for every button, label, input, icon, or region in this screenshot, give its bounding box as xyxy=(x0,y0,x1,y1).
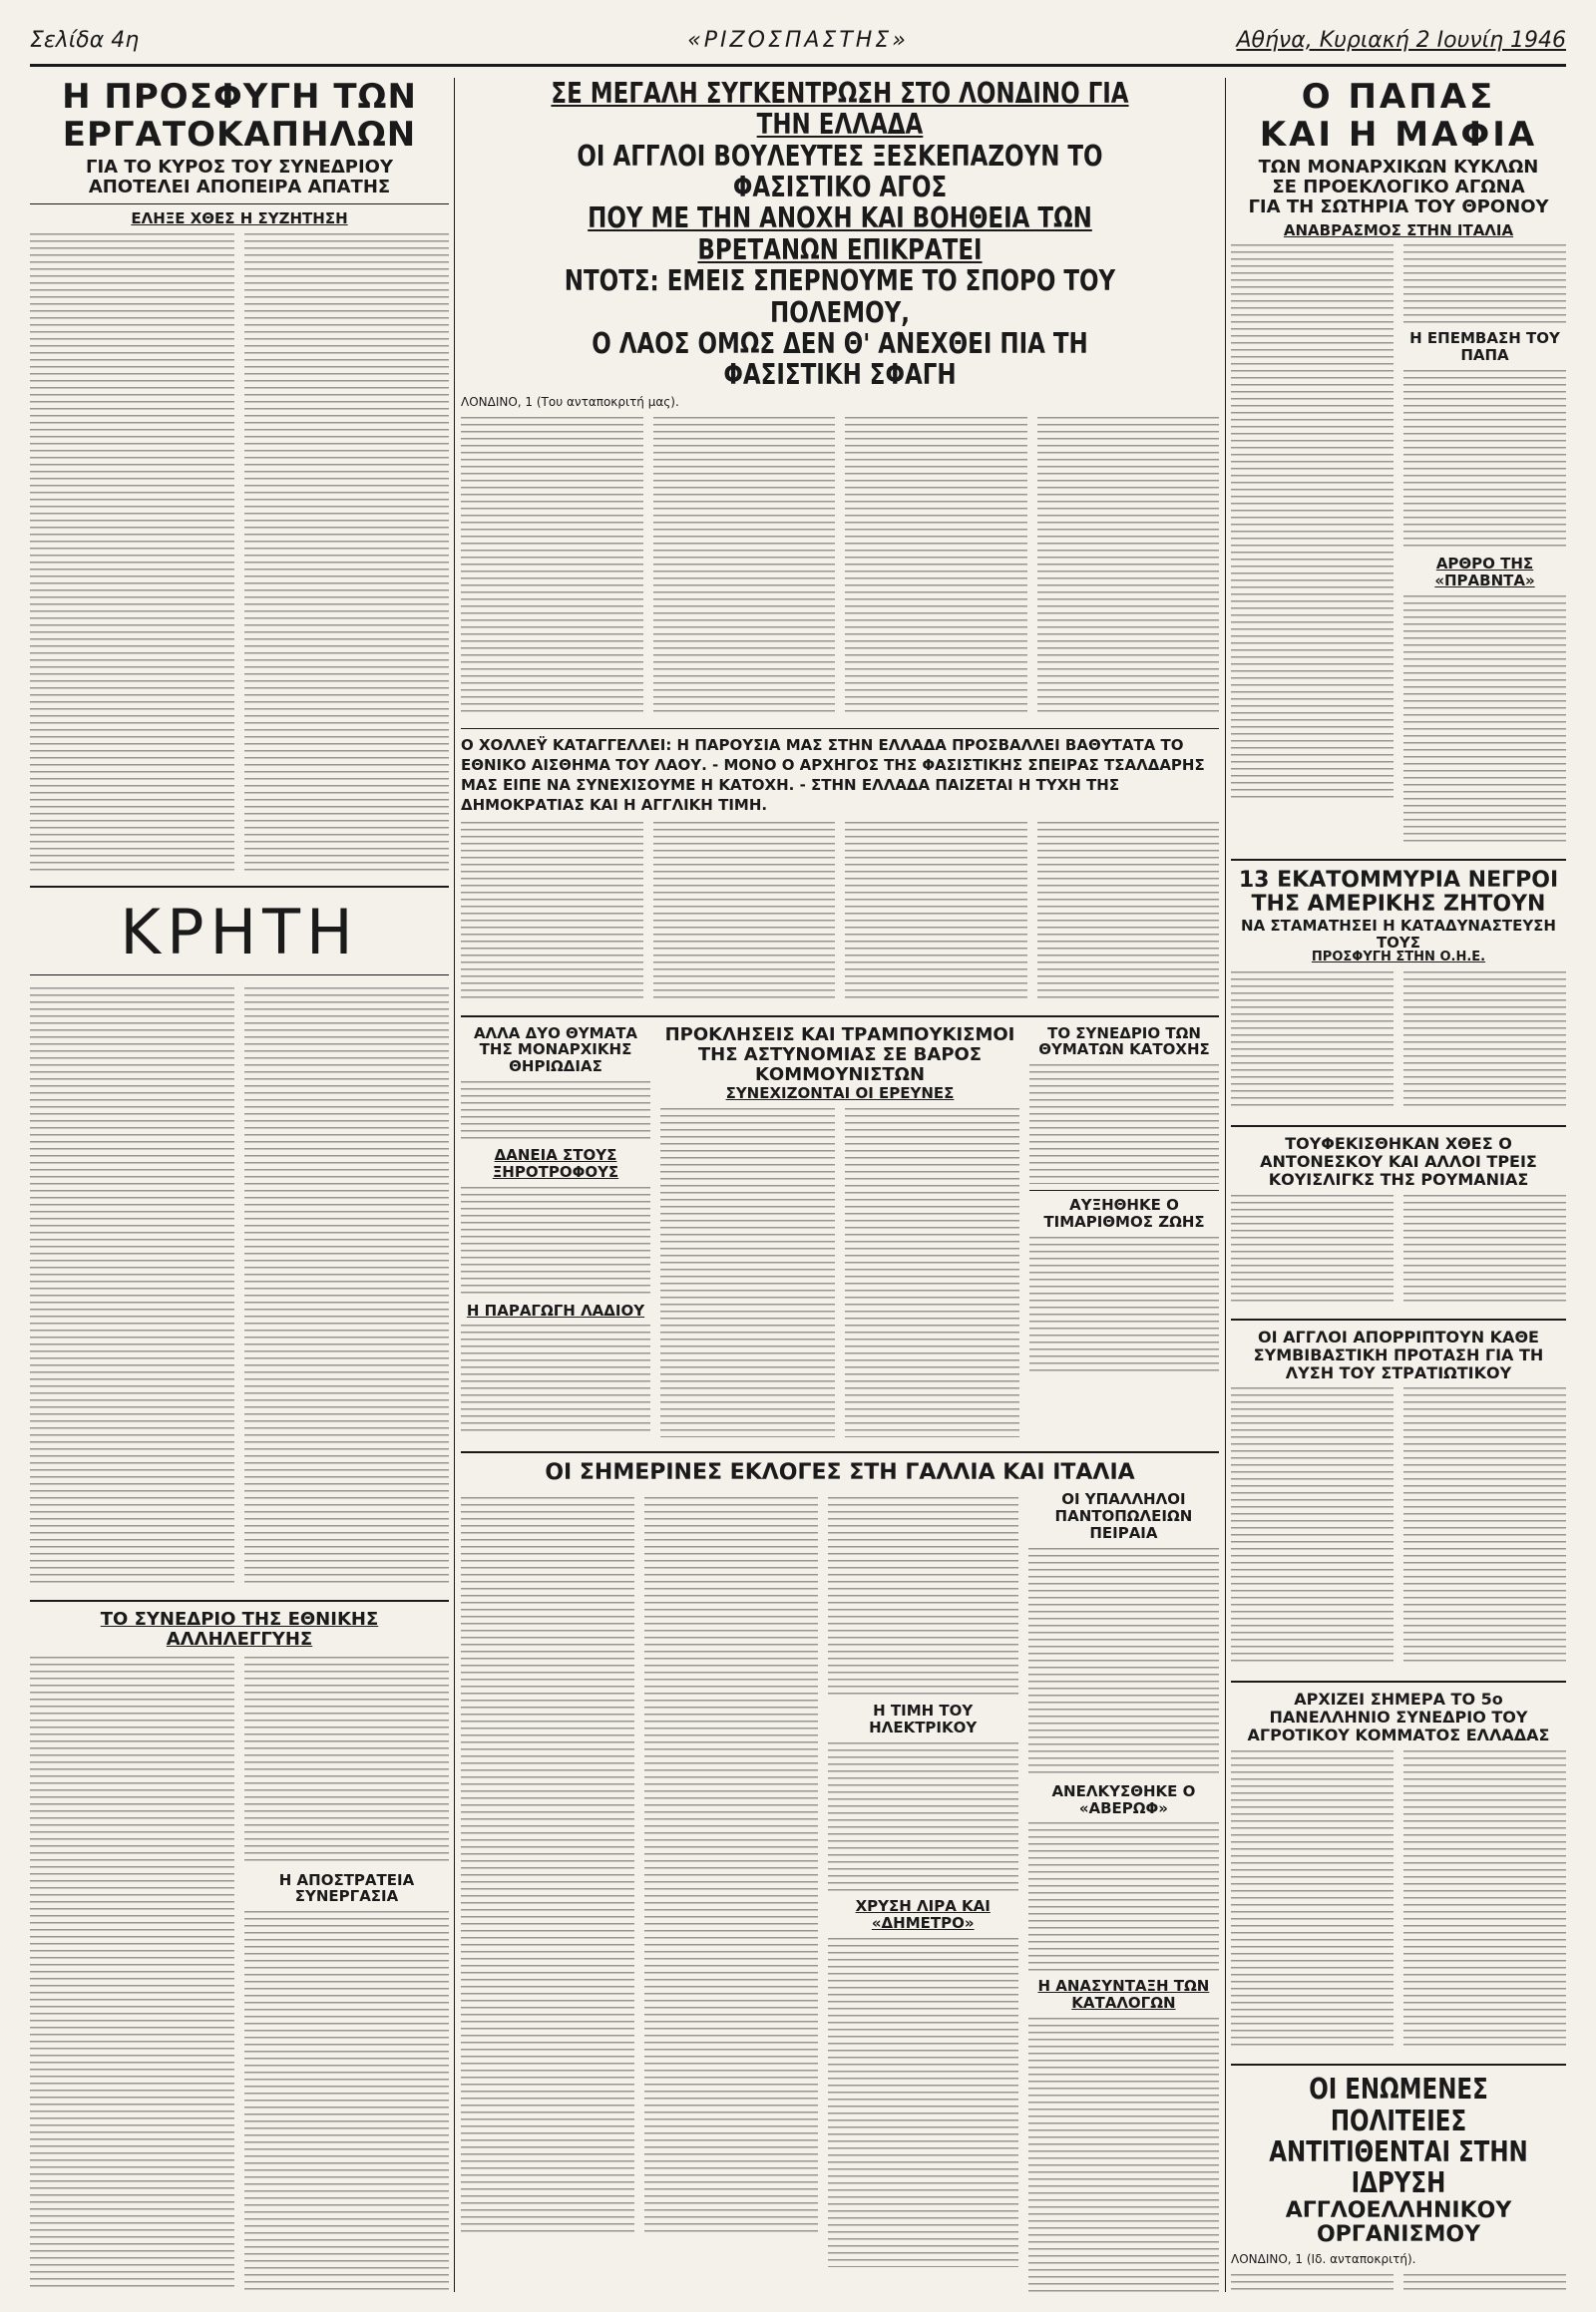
middle-lower-grid xyxy=(461,1025,1219,1443)
article-body-columns xyxy=(1231,1744,1566,2056)
article-body xyxy=(30,987,234,1586)
article-body-columns xyxy=(1231,2268,1566,2292)
divider xyxy=(1231,859,1566,861)
article-united-states xyxy=(1231,2074,1566,2292)
article-body xyxy=(461,1187,650,1297)
article-body xyxy=(1403,2274,1566,2292)
article-body xyxy=(644,1497,818,2235)
article-headline: ΤΗΣ ΑΜΕΡΙΚΗΣ ΖΗΤΟΥΝ xyxy=(1251,892,1546,918)
article-headline: ΟΙ ΣΗΜΕΡΙΝΕΣ ΕΚΛΟΓΕΣ ΣΤΗ ΓΑΛΛΙΑ ΚΑΙ ΙΤΑΛΙΑ xyxy=(545,1459,1135,1485)
article-headline: ΧΡΥΣΗ ΛΙΡΑ ΚΑΙ «ΔΗΜΕΤΡΟ» xyxy=(855,1897,991,1932)
divider xyxy=(1231,1319,1566,1321)
article-body xyxy=(1231,2274,1394,2292)
middle-elections-grid xyxy=(461,1491,1219,2292)
article-body xyxy=(1029,1237,1219,1376)
article-subheadline: Η ΕΠΕΜΒΑΣΗ ΤΟΥ ΠΑΠΑ xyxy=(1409,329,1560,365)
article-headline: ΠΡΟΚΛΗΣΕΙΣ ΚΑΙ ΤΡΑΜΠΟΥΚΙΣΜΟΙ ΤΗΣ ΑΣΤΥΝΟΜΙΑΣ ΣΕ ΒΑΡΟΣ ΚΟΜΜΟΥΝΙΣΤΩΝ xyxy=(664,1023,1015,1085)
article-subheadline: ΕΛΗΞΕ ΧΘΕΣ Η ΣΥΖΗΤΗΣΗ xyxy=(131,209,348,228)
middle-brief-column xyxy=(1028,1491,1219,2292)
article-body xyxy=(461,822,643,1001)
dateline: ΛΟΝΔΙΝΟ, 1 (Ιδ. ανταποκριτή). xyxy=(1231,2251,1416,2266)
article-crete xyxy=(30,896,449,1592)
article-solidarity-congress xyxy=(30,1610,449,2292)
article-body xyxy=(845,1108,1019,1437)
article-subheadline: ΑΡΘΡΟ ΤΗΣ «ΠΡΑΒΝΤΑ» xyxy=(1434,555,1535,589)
article-body xyxy=(828,1742,1018,1892)
article-body xyxy=(828,1497,1018,1697)
article-headline: ΟΙ ΑΓΓΛΟΙ ΑΠΟΡΡΙΠΤΟΥΝ ΚΑΘΕ ΣΥΜΒΙΒΑΣΤΙΚΗ ΠΡΟΤΑΣΗ ΓΙΑ ΤΗ ΛΥΣΗ ΤΟΥ ΣΤΡΑΤΙΩΤΙΚΟΥ xyxy=(1253,1327,1544,1382)
article-headline: Η ΠΑΡΑΓΩΓΗ ΛΑΔΙΟΥ xyxy=(466,1301,645,1320)
article-body xyxy=(461,1325,650,1434)
article-body xyxy=(1028,2018,1219,2292)
article-body-columns xyxy=(1231,238,1566,850)
article-strikebreakers xyxy=(30,78,449,878)
article-body xyxy=(1403,1387,1566,1667)
article-body-columns xyxy=(461,411,1219,722)
article-negroes xyxy=(1231,869,1566,1117)
divider xyxy=(1231,2064,1566,2066)
article-body-columns xyxy=(30,227,449,878)
article-body xyxy=(1037,822,1220,1001)
article-headline: ΟΙ ΥΠΑΛΛΗΛΟΙ ΠΑΝΤΟΠΩΛΕΙΩΝ ΠΕΙΡΑΙΑ xyxy=(1054,1490,1193,1543)
article-subheadline: ΠΡΟΣΦΥΓΗ ΣΤΗΝ Ο.Η.Ε. xyxy=(1311,950,1486,965)
lead-headline: ΟΙ ΑΓΓΛΟΙ ΒΟΥΛΕΥΤΕΣ ΞΕΣΚΕΠΑΖΟΥΝ ΤΟ ΦΑΣΙΣΤΙΚΟ ΑΓΟΣ xyxy=(577,139,1103,204)
divider xyxy=(461,1451,1219,1453)
article-antonescu xyxy=(1231,1135,1566,1311)
article-body xyxy=(461,417,643,716)
article-headline: ΑΓΓΛΟΕΛΛΗΝΙΚΟΥ ΟΡΓΑΝΙΣΜΟΥ xyxy=(1285,2197,1512,2248)
article-body-columns xyxy=(30,1651,449,2292)
divider xyxy=(461,728,1219,729)
article-body xyxy=(30,233,234,872)
article-body xyxy=(653,417,836,716)
article-subheadline: ΣΥΝΕΧΙΖΟΝΤΑΙ ΟΙ ΕΡΕΥΝΕΣ xyxy=(725,1084,955,1103)
article-headline: ΚΑΙ Η ΜΑΦΙΑ xyxy=(1259,115,1538,156)
middle-column xyxy=(461,78,1219,2292)
divider xyxy=(30,203,449,204)
article-subheadline: ΝΑ ΣΤΑΜΑΤΗΣΕΙ Η ΚΑΤΑΔΥΝΑΣΤΕΥΣΗ ΤΟΥΣ xyxy=(1241,916,1556,952)
middle-subcol-2 xyxy=(660,1025,1019,1443)
article-body xyxy=(244,1657,449,1866)
article-headline: ΑΝΤΙΤΙΘΕΝΤΑΙ ΣΤΗΝ ΙΔΡΥΣΗ xyxy=(1269,2134,1528,2200)
article-body-columns xyxy=(30,981,449,1592)
article-subheadline: ΤΩΝ ΜΟΝΑΡΧΙΚΩΝ ΚΥΚΛΩΝ xyxy=(1258,157,1539,179)
article-headline: ΤΟ ΣΥΝΕΔΡΙΟ ΤΗΣ ΕΘΝΙΚΗΣ ΑΛΛΗΛΕΓΓΥΗΣ xyxy=(100,1609,379,1651)
article-military-question xyxy=(1231,1329,1566,1674)
article-body xyxy=(461,1497,634,2235)
article-body xyxy=(653,822,836,1001)
left-column xyxy=(30,78,449,2292)
article-body xyxy=(1403,595,1566,845)
article-pope-mafia xyxy=(1231,78,1566,851)
article-body-columns xyxy=(1231,1189,1566,1311)
column-rule-1 xyxy=(454,78,455,2292)
divider xyxy=(30,886,449,888)
article-subheadline: ΓΙΑ ΤΟ ΚΥΡΟΣ ΤΟΥ ΣΥΝΕΔΡΙΟΥ xyxy=(86,157,393,179)
article-body xyxy=(1403,1195,1566,1305)
middle-subcol-1 xyxy=(461,1025,650,1443)
article-headline: ΑΝΕΛΚΥΣΘΗΚΕ Ο «ΑΒΕΡΩΦ» xyxy=(1051,1781,1196,1817)
middle-brief-column xyxy=(828,1491,1018,2292)
article-body-columns xyxy=(660,1102,1019,1443)
divider xyxy=(1231,1681,1566,1683)
dateline: ΛΟΝΔΙΝΟ, 1 (Του ανταποκριτή μας). xyxy=(461,394,679,409)
divider xyxy=(461,1015,1219,1017)
lead-headline: ΝΤΟΤΣ: ΕΜΕΙΣ ΣΠΕΡΝΟΥΜΕ ΤΟ ΣΠΟΡΟ ΤΟΥ ΠΟΛΕΜΟΥ, xyxy=(564,264,1116,329)
divider xyxy=(1029,1190,1219,1191)
article-headline: Ο ΠΑΠΑΣ xyxy=(1301,78,1496,117)
article-body xyxy=(1403,370,1566,550)
lead-headline: ΠΟΥ ΜΕ ΤΗΝ ΑΝΟΧΗ ΚΑΙ ΒΟΗΘΕΙΑ ΤΩΝ ΒΡΕΤΑΝΩΝ ΕΠΙΚΡΑΤΕΙ xyxy=(588,201,1092,266)
article-headline: 13 ΕΚΑΤΟΜΜΥΡΙΑ ΝΕΓΡΟΙ xyxy=(1238,867,1559,893)
article-subheadline: Ο ΧΟΛΛΕΫ ΚΑΤΑΓΓΕΛΛΕΙ: Η ΠΑΡΟΥΣΙΑ ΜΑΣ ΣΤΗΝ ΕΛΛΑΔΑ ΠΡΟΣΒΑΛΛΕΙ ΒΑΘΥΤΑΤΑ ΤΟ ΕΘΝΙΚΟ ΑΙΣΘΗΜΑ ΤΟΥ ΛΑΟΥ. - ΜΟΝΟ Ο ΑΡΧΗΓΟΣ ΤΗΣ ΦΑΣΙΣΤΙΚΗΣ ΣΠΕΙΡΑΣ ΤΣΑΛΔΑΡΗΣ ΜΑΣ ΕΙΠΕ ΝΑ ΣΥΝΕΧΙΣΟΥΜΕ Η ΚΑΤΟΧΗ. - ΣΤΗΝ ΕΛΛΑΔΑ ΠΑΙΖΕΤΑΙ Η ΤΥΧΗ ΤΗΣ ΔΗΜΟΚΡΑΤΙΑΣ ΚΑΙ Η ΑΓΓΛΙΚΗ ΤΙΜΗ. xyxy=(461,735,1205,815)
article-body xyxy=(1231,971,1394,1111)
page-number: Σελίδα 4η xyxy=(30,28,140,53)
article-body xyxy=(660,1108,835,1437)
article-subheadline: ΑΠΟΤΕΛΕΙ ΑΠΟΠΕΙΡΑ ΑΠΑΤΗΣ xyxy=(88,177,391,198)
article-body xyxy=(30,1657,234,2292)
newspaper-title: «ΡΙΖΟΣΠΑΣΤΗΣ» xyxy=(687,28,909,53)
article-headline: Η ΤΙΜΗ ΤΟΥ ΗΛΕΚΤΡΙΚΟΥ xyxy=(869,1702,978,1737)
article-body xyxy=(1029,1064,1219,1184)
article-body-columns xyxy=(461,816,1219,1007)
lead-headline: Ο ΛΑΟΣ ΟΜΩΣ ΔΕΝ Θ' ΑΝΕΧΘΕΙ ΠΙΑ ΤΗ ΦΑΣΙΣΤΙΚΗ ΣΦΑΓΗ xyxy=(592,326,1088,392)
article-body xyxy=(1231,1195,1394,1305)
article-body xyxy=(1403,1750,1566,2050)
article-elections xyxy=(461,1461,1219,2292)
lead-headline: ΣΕ ΜΕΓΑΛΗ ΣΥΓΚΕΝΤΡΩΣΗ ΣΤΟ ΛΟΝΔΙΝΟ ΓΙΑ ΤΗΝ ΕΛΛΑΔΑ xyxy=(551,78,1129,142)
article-headline: ΤΟΥΦΕΚΙΣΘΗΚΑΝ ΧΘΕΣ Ο ΑΝΤΟΝΕΣΚΟΥ ΚΑΙ ΑΛΛΟΙ ΤΡΕΙΣ ΚΟΥΙΣΛΙΓΚΣ ΤΗΣ ΡΟΥΜΑΝΙΑΣ xyxy=(1260,1134,1537,1189)
right-column xyxy=(1231,78,1566,2292)
article-headline: Η ΑΝΑΣΥΝΤΑΞΗ ΤΩΝ ΚΑΤΑΛΟΓΩΝ xyxy=(1037,1977,1210,2013)
article-subheadline: ΑΝΑΒΡΑΣΜΟΣ ΣΤΗΝ ΙΤΑΛΙΑ xyxy=(1283,220,1514,239)
article-headline: ΑΛΛΑ ΔΥΟ ΘΥΜΑΤΑ ΤΗΣ ΜΟΝΑΡΧΙΚΗΣ ΘΗΡΙΩΔΙΑΣ xyxy=(473,1023,638,1076)
issue-date: Αθήνα, Κυριακή 2 Ιουνίη 1946 xyxy=(1236,28,1566,53)
divider xyxy=(30,1600,449,1602)
article-body xyxy=(1028,1548,1219,1777)
article-headline: ΔΑΝΕΙΑ ΣΤΟΥΣ ΞΗΡΟΤΡΟΦΟΥΣ xyxy=(492,1145,619,1181)
article-body xyxy=(461,1081,650,1141)
article-headline: ΚΡΗΤΗ xyxy=(120,896,359,969)
article-body xyxy=(1231,1387,1394,1667)
middle-subcol-3 xyxy=(1029,1025,1219,1443)
column-rule-2 xyxy=(1225,78,1226,2292)
article-headline: ΤΟ ΣΥΝΕΔΡΙΟ ΤΩΝ ΘΥΜΑΤΩΝ ΚΑΤΟΧΗΣ xyxy=(1038,1023,1210,1059)
article-subheadline: ΣΕ ΠΡΟΕΚΛΟΓΙΚΟ ΑΓΩΝΑ xyxy=(1272,177,1525,198)
article-body xyxy=(845,822,1027,1001)
article-subheadline: ΓΙΑ ΤΗ ΣΩΤΗΡΙΑ ΤΟΥ ΘΡΟΝΟΥ xyxy=(1248,196,1549,218)
article-body xyxy=(244,233,449,872)
article-body xyxy=(1403,971,1566,1111)
article-headline: ΑΥΞΗΘΗΚΕ Ο ΤΙΜΑΡΙΘΜΟΣ ΖΩΗΣ xyxy=(1043,1196,1205,1231)
article-subheadline: Η ΑΠΟΣΤΡΑΤΕΙΑ ΣΥΝΕΡΓΑΣΙΑ xyxy=(278,1870,415,1906)
article-headline: ΟΙ ΕΝΩΜΕΝΕΣ ΠΟΛΙΤΕΙΕΣ xyxy=(1309,2073,1488,2137)
article-body xyxy=(845,417,1027,716)
article-body-columns xyxy=(1231,1381,1566,1673)
article-headline: ΑΡΧΙΖΕΙ ΣΗΜΕΡΑ ΤΟ 5ο ΠΑΝΕΛΛΗΝΙΟ ΣΥΝΕΔΡΙΟ ΤΟΥ ΑΓΡΟΤΙΚΟΥ ΚΟΜΜΑΤΟΣ ΕΛΛΑΔΑΣ xyxy=(1247,1690,1550,1745)
article-london-rally xyxy=(461,78,1219,1007)
article-body xyxy=(244,987,449,1586)
article-body xyxy=(1231,1750,1394,2050)
article-body xyxy=(1403,244,1566,324)
article-body xyxy=(244,1911,449,2292)
article-body xyxy=(1037,417,1220,716)
masthead xyxy=(30,20,1566,67)
article-body xyxy=(828,1938,1018,2267)
divider xyxy=(30,974,449,975)
article-agrarian-congress xyxy=(1231,1691,1566,2056)
article-body-columns xyxy=(1231,965,1566,1117)
divider xyxy=(1231,1125,1566,1127)
article-headline: Η ΠΡΟΣΦΥΓΗ ΤΩΝ ΕΡΓΑΤΟΚΑΠΗΛΩΝ xyxy=(62,78,417,156)
article-body xyxy=(1028,1822,1219,1972)
article-body xyxy=(1231,244,1394,803)
